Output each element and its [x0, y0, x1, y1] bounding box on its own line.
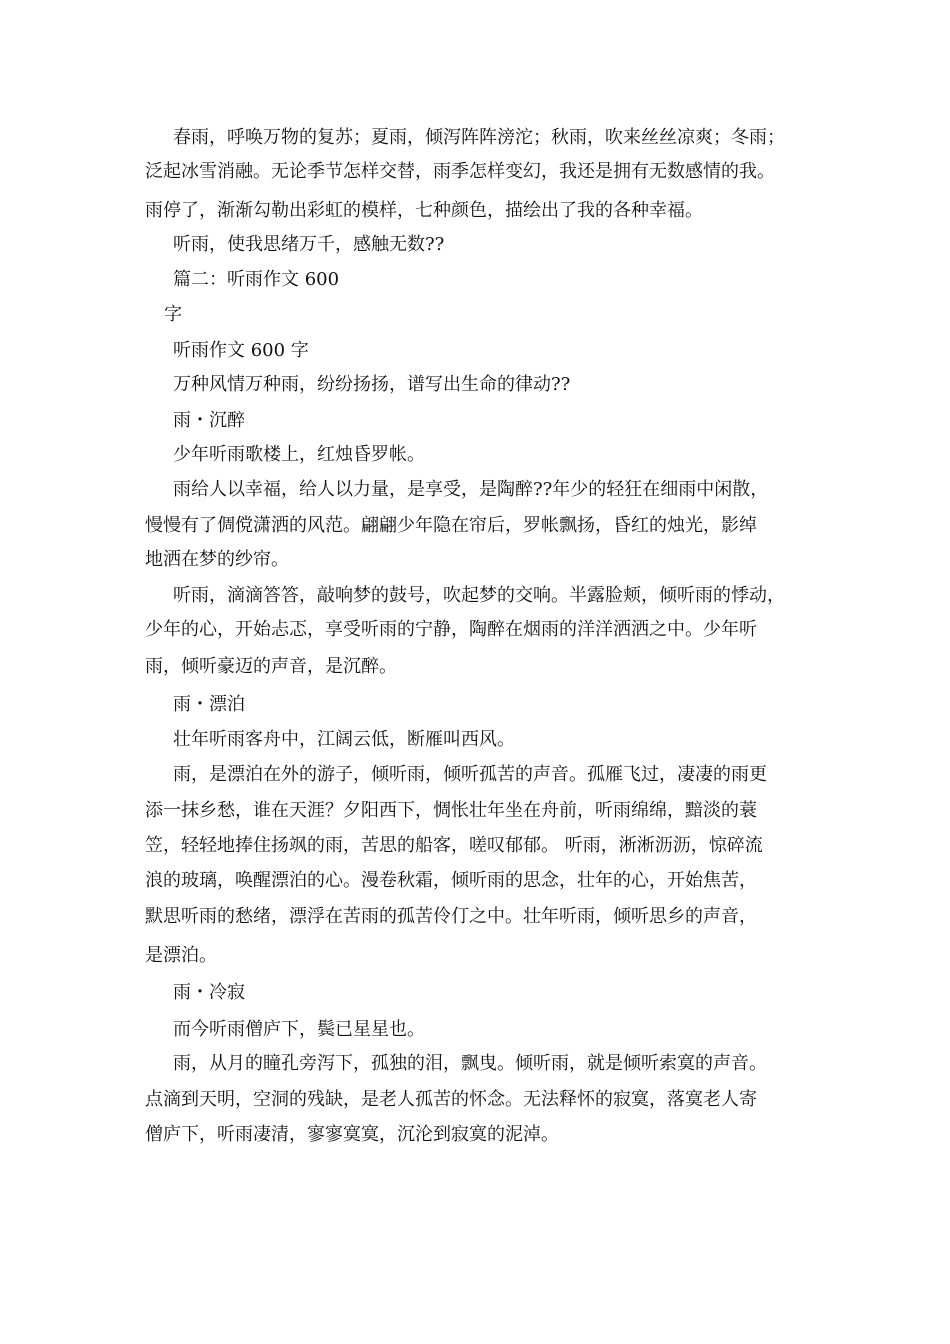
text-line: 笠，轻轻地捧住扬飒的雨，苦思的船客，嗟叹郁郁。 听雨，淅淅沥沥，惊碎流	[145, 835, 763, 856]
subsection-heading: 雨・沉醉	[173, 410, 245, 431]
text-line: 少年听雨歌楼上，红烛昏罗帐。	[173, 444, 425, 465]
text-line: 浪的玻璃，唤醒漂泊的心。漫卷秋霜，倾听雨的思念，壮年的心，开始焦苦，	[145, 870, 757, 891]
text-line: 少年的心，开始忐忑，享受听雨的宁静，陶醉在烟雨的洋洋洒洒之中。少年听	[145, 619, 757, 640]
subsection-heading: 雨・冷寂	[173, 982, 245, 1003]
text-line: 泛起冰雪消融。无论季节怎样交替，雨季怎样变幻，我还是拥有无数感情的我。	[145, 161, 775, 182]
text-line: 万种风情万种雨，纷纷扬扬，谱写出生命的律动??	[173, 374, 571, 395]
text-line: 雨给人以幸福，给人以力量，是享受，是陶醉??年少的轻狂在细雨中闲散，	[173, 479, 769, 500]
text-line: 而今听雨僧庐下，鬓已星星也。	[173, 1019, 425, 1040]
text-line: 点滴到天明，空洞的残缺，是老人孤苦的怀念。无法释怀的寂寞，落寞老人寄	[145, 1089, 757, 1110]
text-line: 默思听雨的愁绪，漂浮在苦雨的孤苦伶仃之中。壮年听雨，倾听思乡的声音，	[145, 906, 757, 927]
text-line: 僧庐下，听雨凄清，寥寥寞寞，沉沦到寂寞的泥淖。	[145, 1124, 559, 1145]
section-heading-continuation: 字	[164, 304, 182, 325]
text-line: 地洒在梦的纱帘。	[145, 549, 289, 570]
text-line: 雨，是漂泊在外的游子，倾听雨，倾听孤苦的声音。孤雁飞过，凄凄的雨更	[173, 764, 767, 785]
text-line: 听雨，滴滴答答，敲响梦的鼓号，吹起梦的交响。半露脸颊，倾听雨的悸动，	[173, 585, 785, 606]
text-line: 慢慢有了倜傥潇洒的风范。翩翩少年隐在帘后，罗帐飘扬，昏红的烛光，影绰	[145, 515, 757, 536]
text-line: 是漂泊。	[145, 945, 217, 966]
text-line: 雨，从月的瞳孔旁泻下，孤独的泪，飘曳。倾听雨，就是倾听索寞的声音。	[173, 1053, 767, 1074]
text-line: 听雨，使我思绪万千，感触无数??	[173, 234, 445, 255]
text-line: 雨停了，渐渐勾勒出彩虹的模样，七种颜色，描绘出了我的各种幸福。	[145, 200, 703, 221]
article-title: 听雨作文 600 字	[173, 340, 309, 361]
text-line: 雨，倾听豪迈的声音，是沉醉。	[145, 656, 397, 677]
text-line: 壮年听雨客舟中，江阔云低，断雁叫西风。	[173, 729, 515, 750]
text-line: 添一抹乡愁，谁在天涯？夕阳西下，惆怅壮年坐在舟前，听雨绵绵，黯淡的蓑	[145, 800, 757, 821]
subsection-heading: 雨・漂泊	[173, 694, 245, 715]
text-line: 春雨，呼唤万物的复苏；夏雨，倾泻阵阵滂沱；秋雨，吹来丝丝凉爽；冬雨；	[173, 127, 785, 148]
section-heading: 篇二：听雨作文 600	[173, 269, 340, 290]
